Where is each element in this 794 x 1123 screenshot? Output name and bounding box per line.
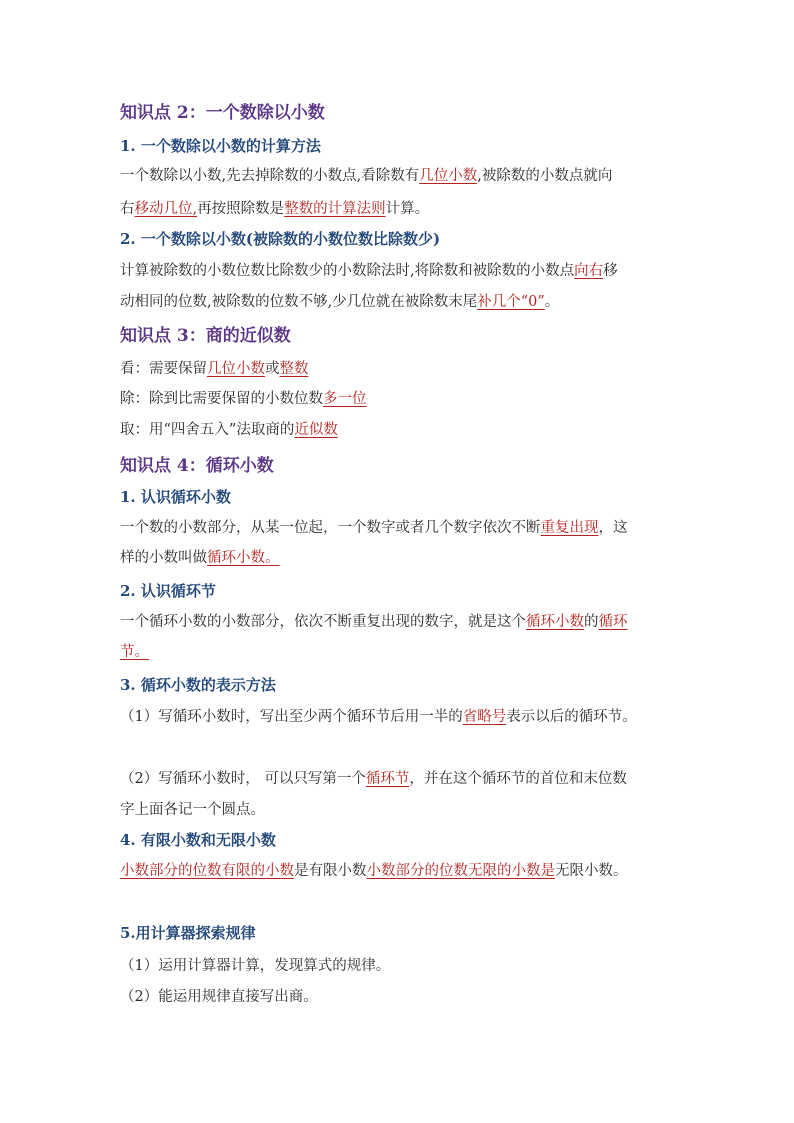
text: 再按照除数是 [197,201,285,217]
paragraph-line [120,859,628,880]
answer-blank: 近似数 [294,422,338,438]
text: 。 [544,294,560,310]
text: 动相同的位数,被除数的位数不够,少几位就在被除数末尾 [120,294,478,310]
answer-blank: 几位小数 [207,361,265,377]
answer-blank: 循环小数。 [207,550,280,566]
answer-blank: 整数的计算法则 [284,201,386,217]
text: 计算被除数的小数位数比除数少的小数除法时,将除数和被除数的小数点 [120,263,575,279]
heading-knowledge-3: 知识点 3：商的近似数 [120,326,291,346]
paragraph-line [120,357,309,378]
text: 或 [265,361,280,377]
text: （1）写循环小数时，写出至少两个循环节后用一半的 [120,709,463,725]
text: 移 [603,263,618,279]
answer-blank: 移动几位, [134,201,198,217]
text: 无限小数。 [555,863,628,879]
subheading-2-1: 1. 一个数除以小数的计算方法 [120,137,321,155]
paragraph-line [120,259,618,280]
paragraph-line: （2）能运用规律直接写出商。 [120,989,318,1005]
subheading-4-1: 1. 认识循环小数 [120,488,231,506]
answer-blank: 几位小数 [419,168,478,184]
paragraph-line [120,290,559,311]
text: 是有限小数 [294,863,367,879]
paragraph-line [120,516,628,537]
text: 一个循环小数的小数部分，依次不断重复出现的数字，就是这个 [120,614,526,630]
paragraph-line [120,767,627,788]
text: ,被除数的小数点就向 [477,168,613,184]
answer-blank: 整数 [279,361,309,377]
text: 看：需要保留 [120,361,207,377]
subheading-4-3: 3. 循环小数的表示方法 [120,676,276,694]
text: 取：用“四舍五入”法取商的 [120,422,295,438]
paragraph-line [120,546,280,567]
text: ，并在这个循环节的首位和末位数 [409,771,627,787]
heading-knowledge-2: 知识点 2：一个数除以小数 [120,103,325,123]
subheading-4-4: 4. 有限小数和无限小数 [120,831,276,849]
text: 一个数的小数部分，从某一位起，一个数字或者几个数字依次不断 [120,520,541,536]
text: 的 [584,614,599,630]
answer-blank: 节。 [120,644,149,660]
text: 表示以后的循环节。 [506,709,637,725]
answer-blank: 小数部分的位数有限的小数 [120,863,294,879]
text: 右 [120,201,135,217]
text: 一个数除以小数,先去掉除数的小数点,看除数有 [120,168,420,184]
answer-blank: 循环 [598,614,628,630]
paragraph-line [120,418,338,439]
answer-blank: 补几个“0” [477,294,545,310]
paragraph-line [120,164,612,185]
heading-knowledge-4: 知识点 4：循环小数 [120,456,274,476]
text: 样的小数叫做 [120,550,207,566]
text: ，这 [598,520,628,536]
text: 除：除到比需要保留的小数位数 [120,391,323,407]
text: 计算。 [385,201,430,217]
answer-blank: 循环节 [365,771,410,787]
paragraph-line [120,640,149,661]
subheading-4-2: 2. 认识循环节 [120,582,216,600]
paragraph-line [120,387,367,408]
text: （2）写循环小数时， 可以只写第一个 [120,771,366,787]
answer-blank: 省略号 [462,709,507,725]
paragraph-line [120,610,628,631]
answer-blank: 重复出现 [540,520,599,536]
subheading-2-2: 2. 一个数除以小数(被除数的小数位数比除数少) [120,230,441,248]
paragraph-line: 字上面各记一个圆点。 [120,802,265,818]
paragraph-line: （1）运用计算器计算，发现算式的规律。 [120,958,391,974]
answer-blank: 向右 [574,263,604,279]
paragraph-line [120,197,429,218]
answer-blank: 多一位 [323,391,367,407]
answer-blank: 小数部分的位数无限的小数是 [366,863,555,879]
subheading-5: 5.用计算器探索规律 [120,924,256,942]
paragraph-line [120,705,637,726]
answer-blank: 循环小数 [526,614,584,630]
